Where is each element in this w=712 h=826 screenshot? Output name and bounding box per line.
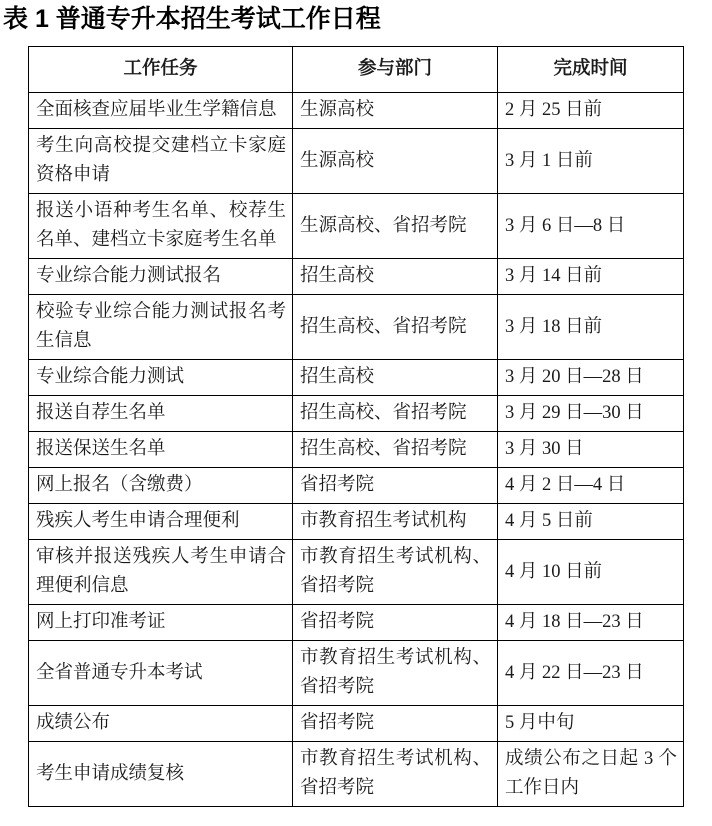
deadline-cell: 3 月 20 日—28 日 — [498, 360, 684, 396]
task-cell: 校验专业综合能力测试报名考生信息 — [29, 295, 293, 360]
table-row — [29, 295, 684, 360]
deadline-cell: 3 月 29 日—30 日 — [498, 396, 684, 432]
deadline-cell: 3 月 30 日 — [498, 432, 684, 468]
schedule-table — [28, 46, 684, 807]
department-cell: 省招考院 — [293, 706, 498, 742]
table-row — [29, 93, 684, 129]
department-cell: 市教育招生考试机构、省招考院 — [293, 641, 498, 706]
table-row — [29, 504, 684, 540]
deadline-cell: 5 月中旬 — [498, 706, 684, 742]
table-row — [29, 432, 684, 468]
deadline-cell: 4 月 18 日—23 日 — [498, 605, 684, 641]
department-cell: 生源高校 — [293, 129, 498, 194]
deadline-cell: 2 月 25 日前 — [498, 93, 684, 129]
task-cell: 报送自荐生名单 — [29, 396, 293, 432]
header-row — [29, 47, 684, 93]
task-cell: 全面核查应届毕业生学籍信息 — [29, 93, 293, 129]
department-cell: 市教育招生考试机构 — [293, 504, 498, 540]
deadline-cell: 3 月 1 日前 — [498, 129, 684, 194]
department-cell: 招生高校、省招考院 — [293, 295, 498, 360]
deadline-cell: 3 月 18 日前 — [498, 295, 684, 360]
task-cell: 网上打印准考证 — [29, 605, 293, 641]
deadline-cell: 3 月 14 日前 — [498, 259, 684, 295]
table-row — [29, 259, 684, 295]
table-row — [29, 360, 684, 396]
column-header-deadline: 完成时间 — [498, 47, 684, 93]
table-row — [29, 540, 684, 605]
deadline-cell: 4 月 5 日前 — [498, 504, 684, 540]
deadline-cell: 4 月 22 日—23 日 — [498, 641, 684, 706]
task-cell: 考生申请成绩复核 — [29, 742, 293, 807]
task-cell: 审核并报送残疾人考生申请合理便利信息 — [29, 540, 293, 605]
task-cell: 成绩公布 — [29, 706, 293, 742]
page-title: 表 1 普通专升本招生考试工作日程 — [3, 5, 381, 33]
department-cell: 生源高校、省招考院 — [293, 194, 498, 259]
department-cell: 市教育招生考试机构、省招考院 — [293, 742, 498, 807]
deadline-cell: 成绩公布之日起 3 个工作日内 — [498, 742, 684, 807]
task-cell: 全省普通专升本考试 — [29, 641, 293, 706]
table-row — [29, 742, 684, 807]
table-row — [29, 468, 684, 504]
department-cell: 市教育招生考试机构、省招考院 — [293, 540, 498, 605]
document-page — [0, 4, 712, 826]
task-cell: 专业综合能力测试报名 — [29, 259, 293, 295]
task-cell: 考生向高校提交建档立卡家庭资格申请 — [29, 129, 293, 194]
deadline-cell: 4 月 10 日前 — [498, 540, 684, 605]
task-cell: 报送保送生名单 — [29, 432, 293, 468]
deadline-cell: 4 月 2 日—4 日 — [498, 468, 684, 504]
task-cell: 残疾人考生申请合理便利 — [29, 504, 293, 540]
department-cell: 省招考院 — [293, 468, 498, 504]
table-row — [29, 605, 684, 641]
deadline-cell: 3 月 6 日—8 日 — [498, 194, 684, 259]
table-row — [29, 641, 684, 706]
task-cell: 专业综合能力测试 — [29, 360, 293, 396]
table-row — [29, 194, 684, 259]
column-header-department: 参与部门 — [293, 47, 498, 93]
task-cell: 报送小语种考生名单、校荐生名单、建档立卡家庭考生名单 — [29, 194, 293, 259]
department-cell: 省招考院 — [293, 605, 498, 641]
department-cell: 招生高校、省招考院 — [293, 396, 498, 432]
table-row — [29, 706, 684, 742]
department-cell: 招生高校、省招考院 — [293, 432, 498, 468]
department-cell: 生源高校 — [293, 93, 498, 129]
column-header-task: 工作任务 — [29, 47, 293, 93]
table-row — [29, 129, 684, 194]
task-cell: 网上报名（含缴费） — [29, 468, 293, 504]
department-cell: 招生高校 — [293, 360, 498, 396]
department-cell: 招生高校 — [293, 259, 498, 295]
table-row — [29, 396, 684, 432]
